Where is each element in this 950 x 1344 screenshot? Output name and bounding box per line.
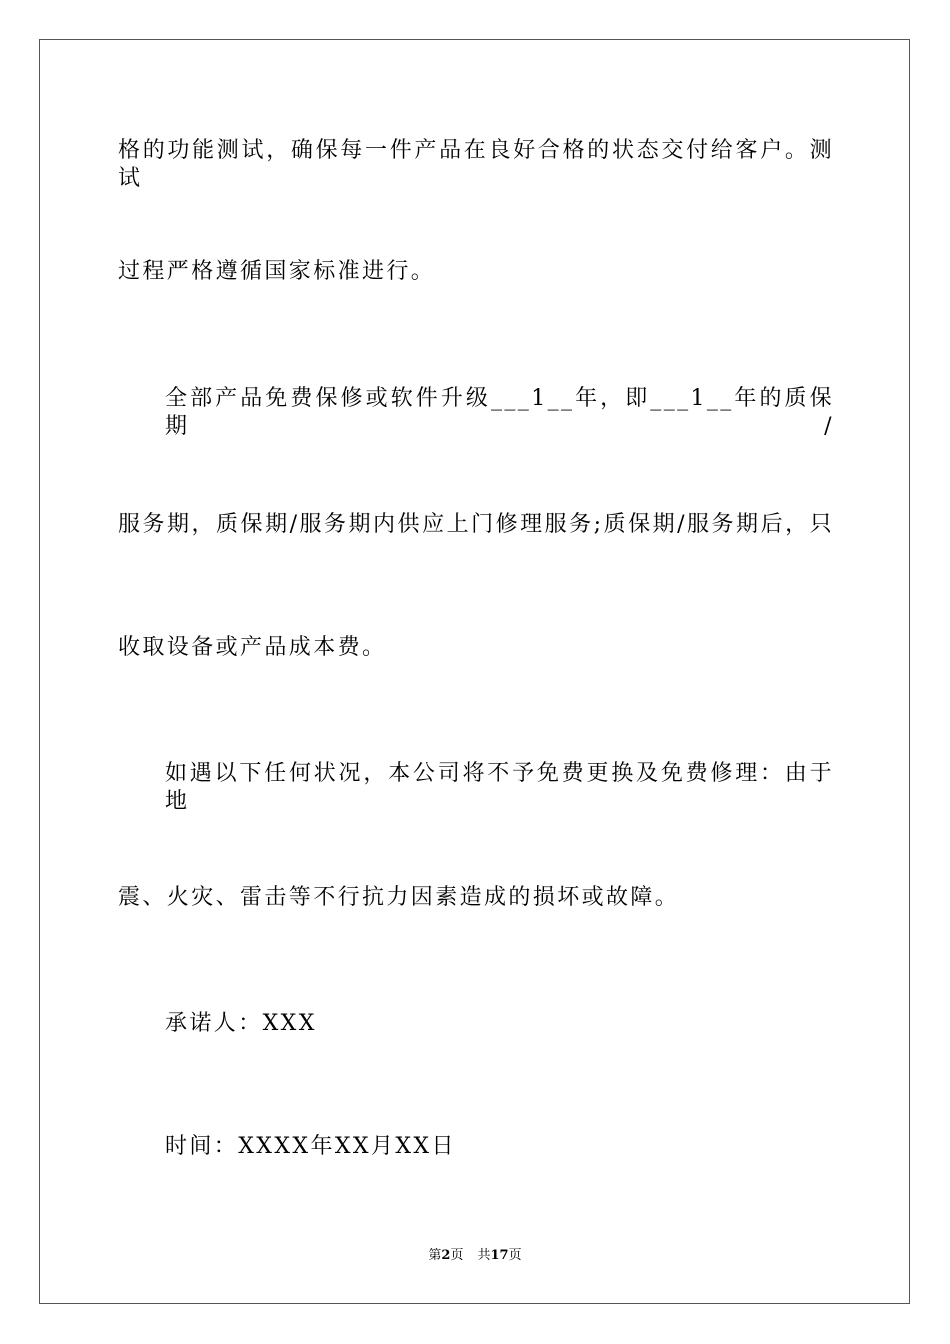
- paragraph-line-6: 如遇以下任何状况，本公司将不予免费更换及免费修理：由于地: [165, 761, 834, 814]
- paragraph-line-1: 格的功能测试，确保每一件产品在良好合格的状态交付给客户。测试: [118, 138, 834, 191]
- total-pages: 17: [490, 1248, 509, 1263]
- paragraph-line-5: 收取设备或产品成本费。: [118, 635, 387, 660]
- paragraph-line-2: 过程严格遵循国家标准进行。: [118, 259, 436, 284]
- paragraph-line-4: 服务期，质保期/服务期内供应上门修理服务;质保期/服务期后，只: [118, 512, 834, 537]
- page-suffix: 页: [450, 1248, 464, 1263]
- paragraph-line-7: 震、火灾、雷击等不行抗力因素造成的损坏或故障。: [118, 885, 680, 910]
- total-suffix: 页: [508, 1248, 522, 1263]
- page-footer: [0, 1248, 950, 1264]
- page-number: 2: [441, 1248, 451, 1263]
- page-prefix: 第: [428, 1248, 442, 1263]
- signatory-line: 承诺人：XXX: [165, 1011, 317, 1036]
- total-prefix: 共: [477, 1248, 491, 1263]
- paragraph-line-3: 全部产品免费保修或软件升级___1__年，即___1__年的质保期/: [165, 386, 834, 439]
- page-frame: [39, 39, 910, 1304]
- date-line: 时间：XXXX年XX月XX日: [165, 1134, 456, 1159]
